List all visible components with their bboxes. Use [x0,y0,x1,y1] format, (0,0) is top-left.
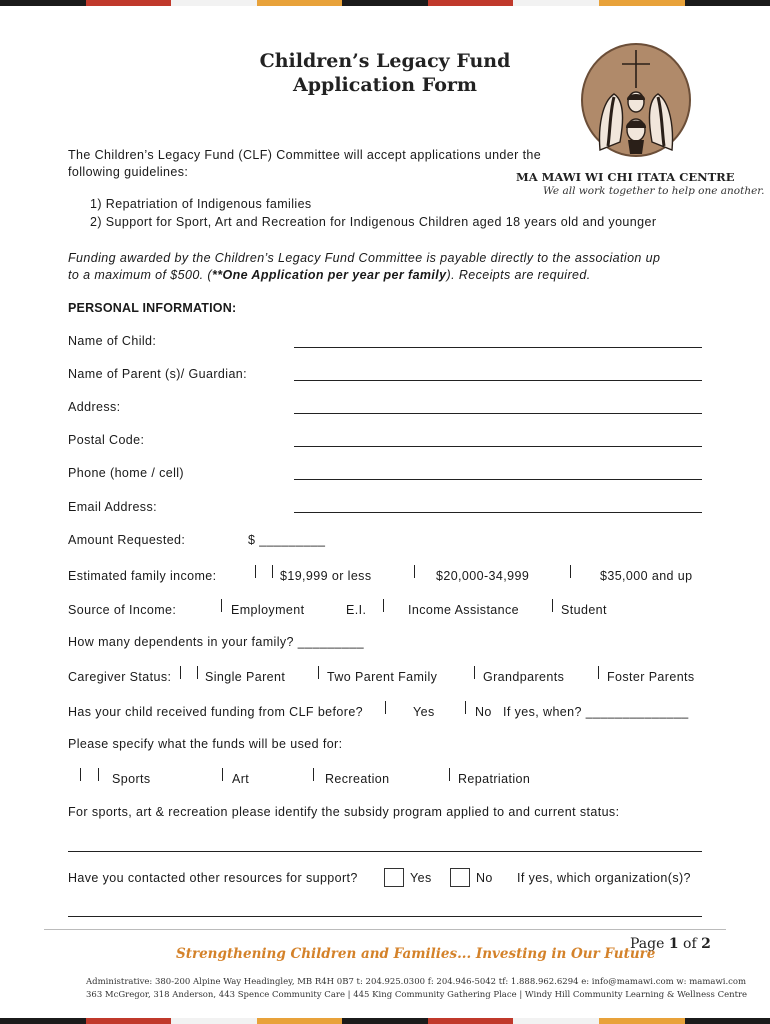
caregiver-option-4: Foster Parents [607,670,695,684]
subsidy-label: For sports, art & recreation please identify the subsidy program applied to and current status: [68,805,620,819]
funds-checkbox-4[interactable] [449,768,450,781]
contacted-no-checkbox[interactable] [450,868,470,887]
footer-slogan: Strengthening Children and Families... Investing in Our Future [176,946,656,962]
source-label: Source of Income: [68,603,177,617]
amount-field[interactable]: $ _________ [248,533,326,547]
income-label: Estimated family income: [68,569,217,583]
source-option-2: E.I. [346,603,367,617]
received-yes-label: Yes [413,705,435,719]
source-checkbox-3[interactable] [383,599,384,612]
phone-field[interactable] [294,479,702,480]
band-segment [257,0,343,6]
top-color-band [0,0,770,6]
personal-info-heading: PERSONAL INFORMATION: [68,301,237,315]
received-when-field[interactable]: If yes, when? ______________ [503,705,689,719]
intro-line1: The Children’s Legacy Fund (CLF) Committee will accept applications under the [68,148,542,162]
received-label: Has your child received funding from CLF before? [68,705,364,719]
amount-label: Amount Requested: [68,533,186,547]
contacted-which-label: If yes, which organization(s)? [517,871,691,885]
caregiver-option-2: Two Parent Family [327,670,438,684]
band-segment [171,1018,257,1024]
band-segment [428,0,514,6]
dependents-field[interactable]: How many dependents in your family? _________ [68,635,364,649]
guideline-2: 2) Support for Sport, Art and Recreation for Indigenous Children aged 18 years old and younger [90,215,657,229]
organization-field[interactable] [68,916,702,917]
contacted-label: Have you contacted other resources for support? [68,871,358,885]
contacted-no-label: No [476,871,493,885]
funding-note-a: to a maximum of $500. ( [68,268,212,282]
funds-option-1: Sports [112,772,151,786]
address-label: Address: [68,400,121,414]
funding-note-c: ). Receipts are required. [446,268,591,282]
email-field[interactable] [294,512,702,513]
funds-checkbox-1[interactable] [98,768,99,781]
form-title-line2: Application Form [293,74,477,96]
source-checkbox-1[interactable] [221,599,222,612]
income-checkbox-2[interactable] [414,565,415,578]
band-segment [513,1018,599,1024]
income-checkbox-1[interactable] [272,565,273,578]
people-circle-icon [580,42,692,158]
funds-option-3: Recreation [325,772,390,786]
band-segment [599,0,685,6]
funds-checkbox-3[interactable] [313,768,314,781]
band-segment [86,1018,172,1024]
page-word: Page [630,936,669,952]
guardian-name-field[interactable] [294,380,702,381]
income-option-2: $20,000-34,999 [436,569,530,583]
band-segment [428,1018,514,1024]
address-field[interactable] [294,413,702,414]
income-option-3: $35,000 and up [600,569,693,583]
band-segment [342,1018,428,1024]
band-segment [257,1018,343,1024]
intro-line2: following guidelines: [68,165,189,179]
guardian-name-label: Name of Parent (s)/ Guardian: [68,367,248,381]
funds-tick [80,768,81,781]
caregiver-option-1: Single Parent [205,670,286,684]
contacted-yes-checkbox[interactable] [384,868,404,887]
caregiver-checkbox-3[interactable] [474,666,475,679]
funds-label: Please specify what the funds will be used for: [68,737,343,751]
source-checkbox-4[interactable] [552,599,553,612]
caregiver-checkbox-4[interactable] [598,666,599,679]
funding-note-emphasis: **One Application per year per family [211,268,447,282]
funds-option-4: Repatriation [458,772,531,786]
page-total: 2 [701,936,711,952]
funding-note-line2 [68,268,591,282]
postal-code-field[interactable] [294,446,702,447]
income-option-1: $19,999 or less [280,569,372,583]
band-segment [86,0,172,6]
band-segment [0,1018,86,1024]
footer-address-line2: 363 McGregor, 318 Anderson, 443 Spence Community Care | 445 King Community Gathering Place | Windy Hill Community Learning & Wellness Centre [86,990,748,1000]
page-of: of [678,936,702,952]
caregiver-checkbox-1[interactable] [197,666,198,679]
footer-divider [44,929,726,930]
child-name-label: Name of Child: [68,334,157,348]
caregiver-checkbox-2[interactable] [318,666,319,679]
postal-code-label: Postal Code: [68,433,145,447]
source-option-3: Income Assistance [408,603,520,617]
form-title-line1: Children’s Legacy Fund [259,50,511,72]
band-segment [342,0,428,6]
page-current: 1 [668,936,679,952]
received-yes-checkbox[interactable] [385,701,386,714]
band-segment [599,1018,685,1024]
band-segment [0,0,86,6]
subsidy-field[interactable] [68,851,702,852]
income-checkbox-3[interactable] [570,565,571,578]
funding-note-line1: Funding awarded by the Children’s Legacy Fund Committee is payable directly to the association up [68,251,661,265]
funds-option-2: Art [232,772,250,786]
bottom-color-band [0,1018,770,1024]
received-no-label: No [475,705,492,719]
phone-label: Phone (home / cell) [68,466,184,480]
caregiver-tick [180,666,181,679]
organization-name: MA MAWI WI CHI ITATA CENTRE [516,170,735,184]
caregiver-label: Caregiver Status: [68,670,172,684]
guideline-1: 1) Repatriation of Indigenous families [90,197,312,211]
band-segment [171,0,257,6]
contacted-yes-label: Yes [410,871,432,885]
caregiver-option-3: Grandparents [483,670,565,684]
organization-tagline: We all work together to help one another. [543,185,765,197]
income-tick [255,565,256,578]
band-segment [685,0,770,6]
band-segment [513,0,599,6]
source-option-4: Student [561,603,607,617]
funds-checkbox-2[interactable] [222,768,223,781]
footer-address-line1: Administrative: 380-200 Alpine Way Headingley, MB R4H 0B7 t: 204.925.0300 f: 204.946-5042 tf: 1.888.962.6294 e: info@mamawi.com w: mamawi.com [86,977,747,987]
received-no-checkbox[interactable] [465,701,466,714]
source-option-1: Employment [231,603,305,617]
child-name-field[interactable] [294,347,702,348]
email-label: Email Address: [68,500,157,514]
band-segment [685,1018,770,1024]
